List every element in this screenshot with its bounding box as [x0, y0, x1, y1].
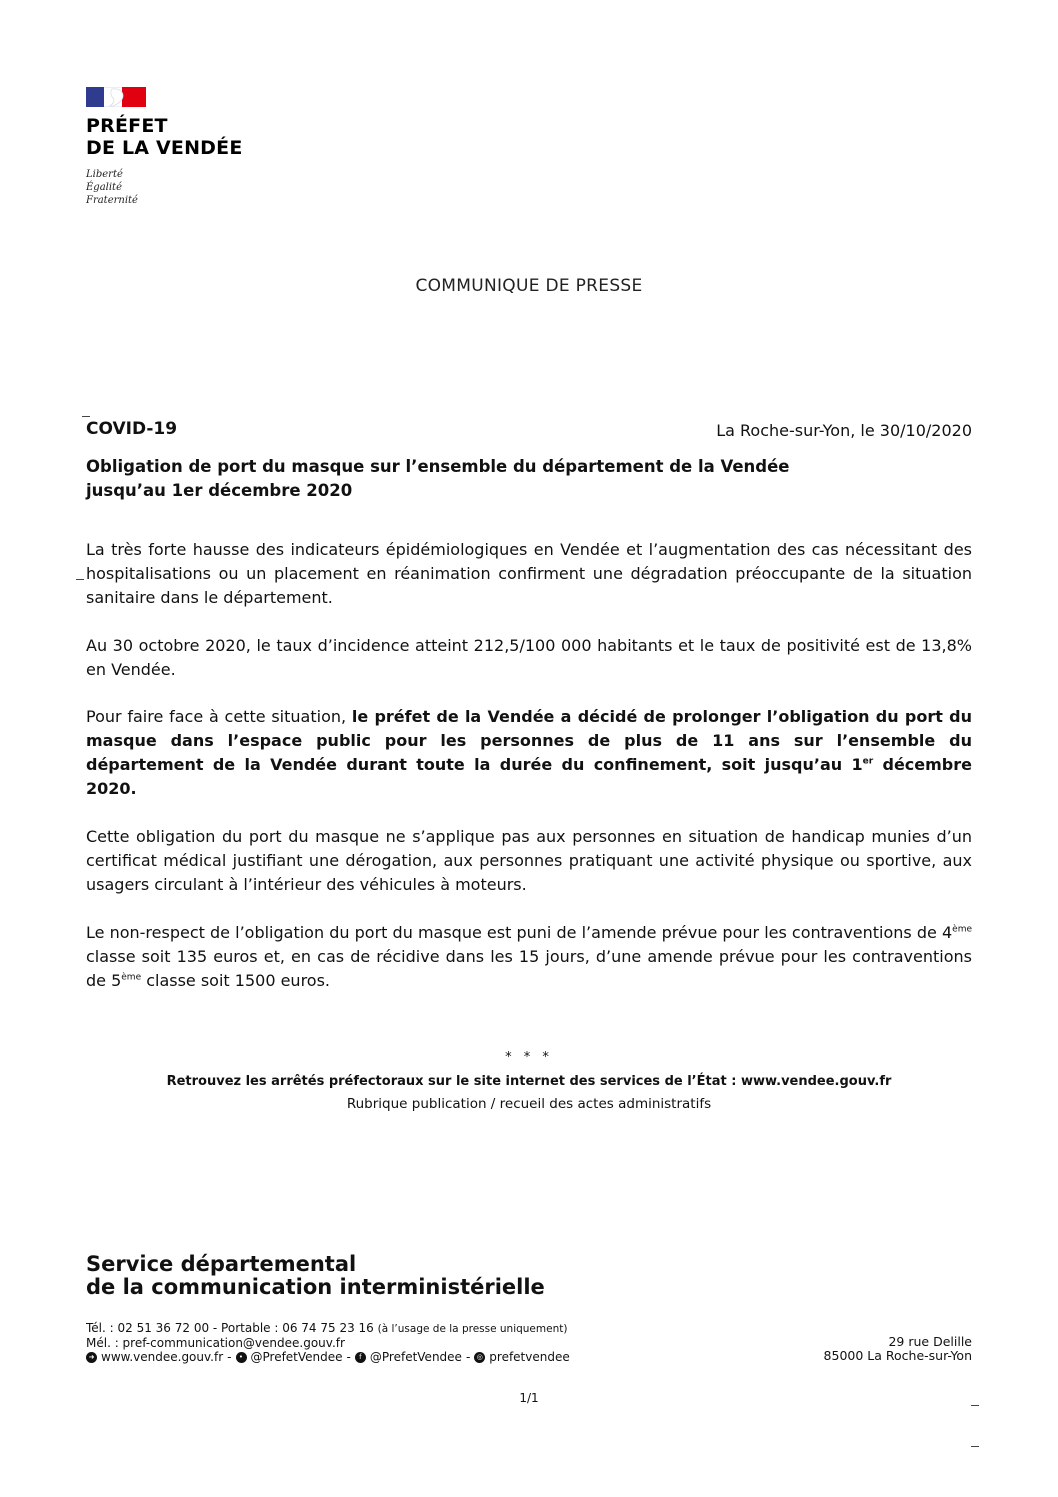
contact-block [86, 1321, 570, 1364]
contact-phone: Tél. : 02 51 36 72 00 - Portable : 06 74 75 23 16 [86, 1321, 374, 1335]
p3-end: décembre 2020. [86, 755, 973, 798]
prefet-line-2: DE LA VENDÉE [86, 137, 243, 159]
contact-phone-note: (à l’usage de la presse uniquement) [377, 1323, 568, 1335]
contact-email: Mél. : pref-communication@vendee.gouv.fr [86, 1336, 345, 1350]
margin-mark [76, 579, 84, 580]
instagram-icon: ◎ [474, 1352, 485, 1363]
motto-fraternite: Fraternité [86, 195, 138, 206]
p3-sup: er [862, 756, 874, 767]
p5-sup-2: ème [121, 972, 142, 983]
website-notice: Retrouvez les arrêtés préfectoraux sur le site internet des services de l’État : www.vendee.gouv.fr [166, 1074, 892, 1089]
p3-bold: le préfet de la Vendée a décidé de prolonger l’obligation du port du masque dans l’espace public pour les personnes de plus de 11 ans sur l’ensemble du département de la Vendée durant toute la durée du confinement, soit jusqu’au 1 [86, 707, 972, 774]
headline-line-1: Obligation de port du masque sur l’ensemble du département de la Vendée [86, 457, 790, 476]
margin-mark [971, 1405, 979, 1406]
address-line-1: 29 rue Delille [888, 1334, 972, 1349]
separator-stars: * * * [505, 1050, 553, 1065]
p5-sup-1: ème [952, 924, 972, 935]
service-line-2: de la communication interministérielle [86, 1275, 545, 1299]
paragraph-1: La très forte hausse des indicateurs épidémiologiques en Vendée et l’augmentation des cas nécessitant des hospitalisations ou un placement en réanimation confirment une dégradation préoccupante de la situation sanitaire dans le département. [86, 540, 972, 607]
address-line-2: 85000 La Roche-sur-Yon [823, 1348, 972, 1363]
prefet-title [86, 115, 243, 159]
prefet-line-1: PRÉFET [86, 115, 168, 137]
motto-liberte: Liberté [86, 169, 123, 180]
social-web-link[interactable]: www.vendee.gouv.fr [101, 1350, 224, 1364]
postal-address [824, 1335, 972, 1363]
motto-egalite: Égalité [86, 182, 122, 193]
service-line-1: Service départemental [86, 1252, 357, 1276]
topic-label: COVID-19 [86, 419, 178, 439]
p5-part-b: classe soit 135 euros et, en cas de récidive dans les 15 jours, d’une amende prévue pour les contraventions de 5 [86, 947, 972, 990]
twitter-icon: • [236, 1352, 247, 1363]
press-release-title: COMMUNIQUE DE PRESSE [415, 276, 643, 296]
paragraph-2: Au 30 octobre 2020, le taux d’incidence atteint 212,5/100 000 habitants et le taux de positivité est de 13,8% en Vendée. [86, 636, 972, 679]
social-facebook-link[interactable]: @PrefetVendee [369, 1350, 462, 1364]
place-date: La Roche-sur-Yon, le 30/10/2020 [716, 421, 972, 440]
republic-motto [86, 168, 138, 207]
p3-intro: Pour faire face à cette situation, [86, 707, 352, 726]
facebook-icon: f [355, 1352, 366, 1363]
social-links: ➜ www.vendee.gouv.fr - • @PrefetVendee - f @PrefetVendee - ◎ prefetvendee [86, 1350, 570, 1364]
headline-line-2: jusqu’au 1er décembre 2020 [86, 481, 353, 500]
social-instagram-link[interactable]: prefetvendee [489, 1350, 570, 1364]
paragraph-5 [86, 921, 972, 993]
rubrique-notice: Rubrique publication / recueil des actes administratifs [346, 1096, 712, 1112]
p5-part-a: Le non-respect de l’obligation du port du masque est puni de l’amende prévue pour les contraventions de 4 [86, 923, 953, 942]
service-title [86, 1253, 545, 1299]
social-twitter-link[interactable]: @PrefetVendee [250, 1350, 343, 1364]
paragraph-4: Cette obligation du port du masque ne s’applique pas aux personnes en situation de handicap munies d’un certificat médical justifiant une dérogation, aux personnes pratiquant une activité physique ou sportive, aux usagers circulant à l’intérieur des véhicules à moteurs. [86, 827, 972, 894]
headline [86, 455, 972, 503]
margin-mark [82, 416, 90, 417]
marianne-icon [104, 87, 130, 107]
page-number: 1/1 [519, 1391, 539, 1405]
paragraph-3 [86, 705, 972, 801]
margin-mark [971, 1446, 979, 1447]
p5-part-c: classe soit 1500 euros. [141, 971, 330, 990]
web-icon: ➜ [86, 1352, 97, 1363]
